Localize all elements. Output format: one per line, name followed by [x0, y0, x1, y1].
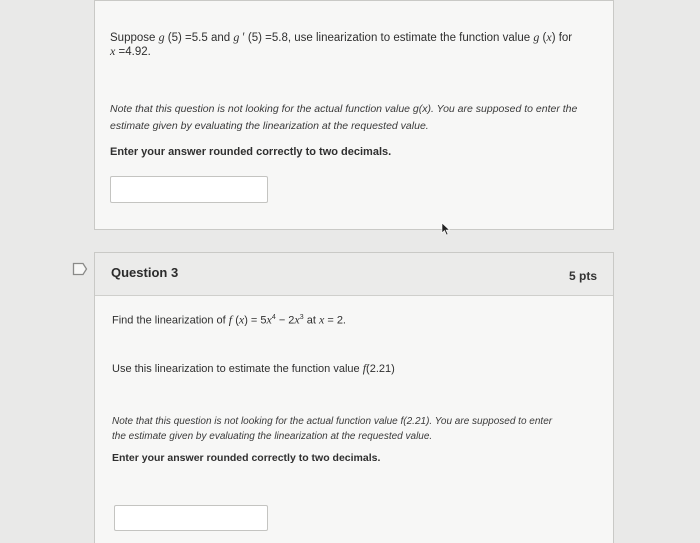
- prompt-text: ) for: [551, 32, 573, 44]
- prompt-text: (2.21): [366, 363, 395, 375]
- prompt-text: Find the linearization of: [112, 314, 229, 327]
- math-x: x: [546, 30, 552, 44]
- math-f: f: [228, 312, 233, 327]
- question-2-instruction: Enter your answer rounded correctly to two decimals.: [110, 146, 392, 158]
- question-2-answer-input[interactable]: [110, 176, 268, 203]
- prompt-text: ) = 5: [244, 314, 267, 327]
- question-2-note-line1: Note that this question is not looking for the actual function value g(x). You are supposed to enter the: [110, 103, 578, 115]
- math-x: x: [266, 312, 272, 327]
- prompt-text: = 2.: [324, 314, 346, 327]
- prompt-text: − 2: [275, 314, 295, 327]
- prompt-text: (: [539, 32, 547, 44]
- prompt-text: =4.92.: [115, 46, 151, 58]
- question-3-card: [94, 252, 614, 543]
- math-x: x: [238, 312, 245, 327]
- prompt-text: Suppose: [110, 32, 159, 44]
- math-f: f: [362, 361, 367, 375]
- prompt-text: at: [303, 314, 319, 327]
- question-3-title: Question 3: [111, 265, 179, 280]
- question-3-points: 5 pts: [568, 269, 597, 283]
- question-3-instruction: Enter your answer rounded correctly to two decimals.: [112, 452, 381, 464]
- prompt-text: Use this linearization to estimate the function value: [112, 363, 363, 375]
- exponent: 3: [299, 314, 304, 321]
- question-3-note-line1: Note that this question is not looking for the actual function value f(2.21). You are supposed to enter: [112, 416, 553, 427]
- mouse-cursor-icon: [441, 222, 451, 236]
- question-2-card: [94, 0, 614, 230]
- prompt-text: (5) =5.5 and: [164, 32, 234, 44]
- prompt-text: (: [232, 314, 239, 327]
- question-3-header: [95, 253, 613, 296]
- math-x: x: [294, 312, 300, 327]
- math-x: x: [318, 312, 325, 327]
- bookmark-flag-icon[interactable]: [72, 262, 88, 276]
- math-x: x: [110, 44, 116, 58]
- question-2-note-line2: estimate given by evaluating the linearization at the requested value.: [110, 120, 429, 132]
- question-3-answer-input[interactable]: [114, 505, 268, 531]
- prompt-text: ′ (5) =5.8, use linearization to estimate the function value: [239, 32, 534, 44]
- question-3-note-line2: the estimate given by evaluating the linearization at the requested value.: [112, 431, 433, 442]
- math-g: g: [533, 30, 540, 44]
- question-3-estimate-prompt: [112, 360, 395, 377]
- question-2-prompt-line2: [110, 43, 151, 60]
- exponent: 4: [271, 314, 276, 321]
- question-3-prompt: [112, 310, 346, 329]
- math-g: g: [233, 30, 240, 44]
- question-2-prompt-line1: [110, 29, 572, 46]
- math-g: g: [158, 30, 165, 44]
